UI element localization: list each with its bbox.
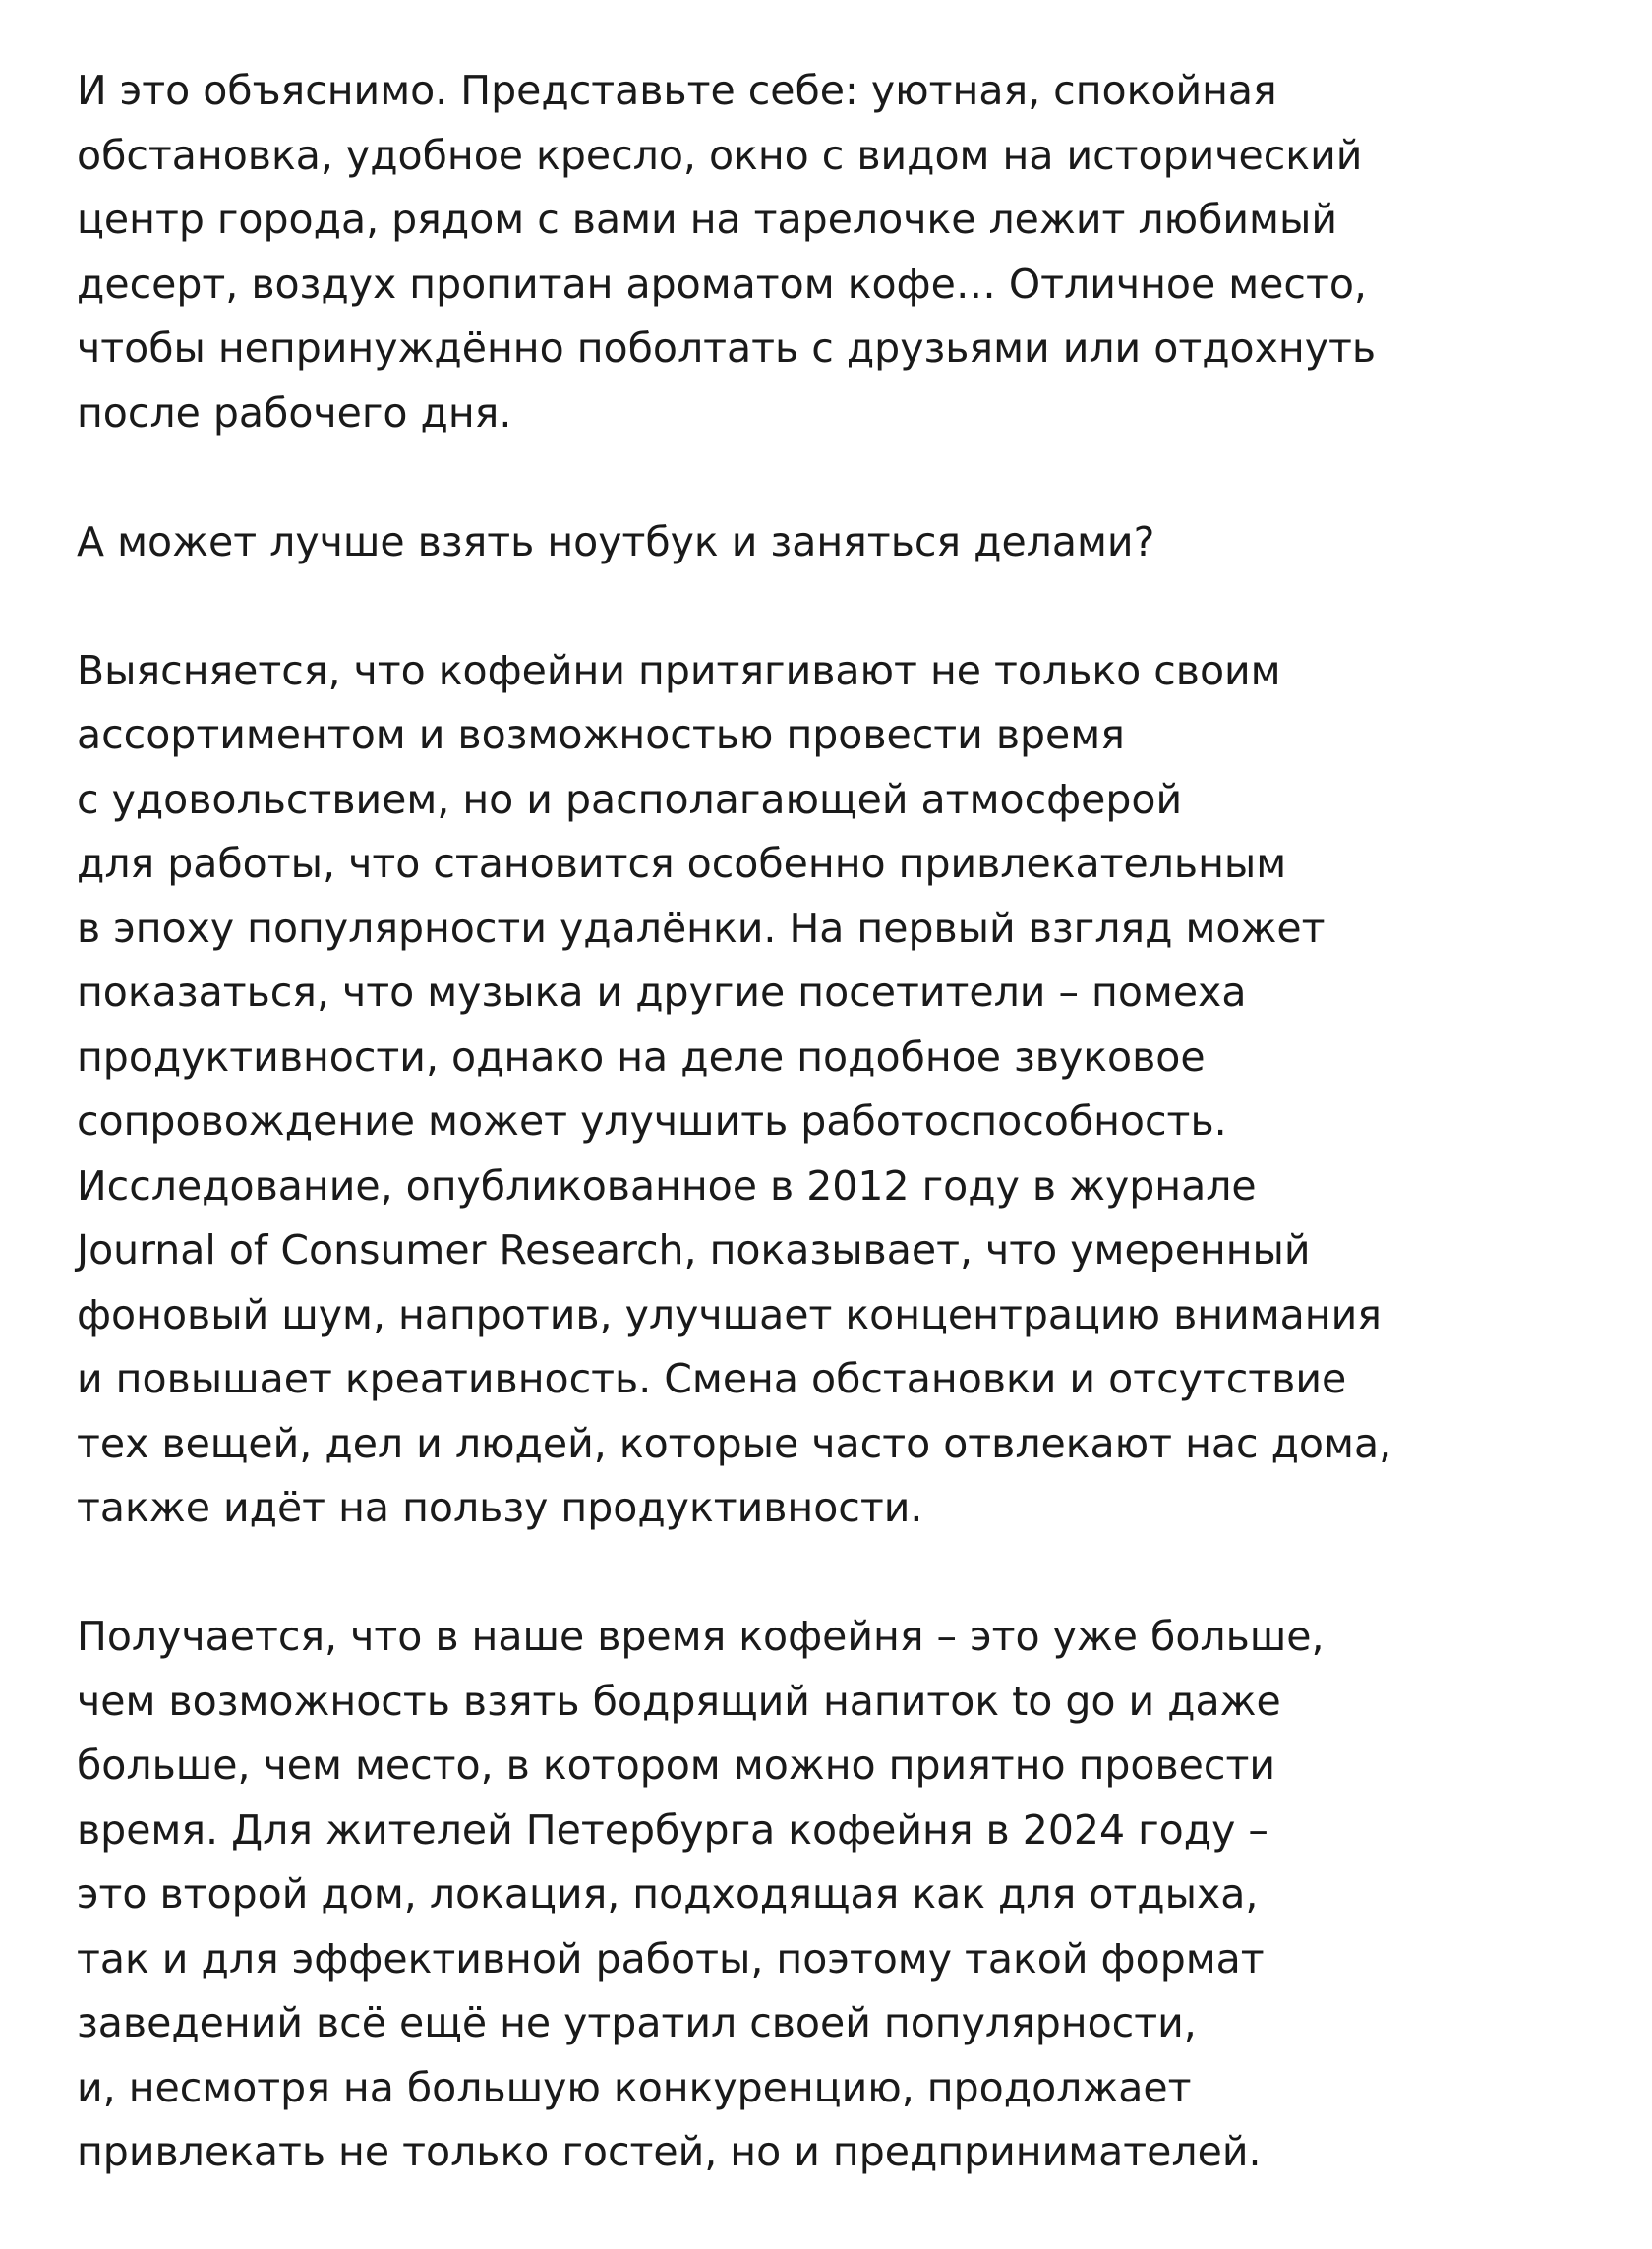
- text-line: И это объяснимо. Представьте себе: уютная, спокойная: [77, 67, 1277, 114]
- text-line: А может лучше взять ноутбук и заняться делами?: [77, 517, 1155, 565]
- text-line: время. Для жителей Петербурга кофейня в 2024 году –: [77, 1805, 1268, 1854]
- paragraph-3: [77, 639, 1611, 1541]
- text-line: показаться, что музыка и другие посетители – помеха: [77, 969, 1247, 1016]
- paragraph-1: [77, 59, 1611, 445]
- text-line: Выясняется, что кофейни притягивают не только своим: [77, 646, 1281, 694]
- paragraph-2: [77, 510, 1611, 575]
- text-line: и повышает креативность. Смена обстановки и отсутствие: [77, 1355, 1347, 1402]
- text-line: десерт, воздух пропитан ароматом кофе… Отличное место,: [77, 260, 1367, 308]
- text-line: обстановка, удобное кресло, окно с видом на исторический: [77, 131, 1363, 179]
- text-line: после рабочего дня.: [77, 388, 512, 437]
- text-line: чем возможность взять бодрящий напиток to go и даже: [77, 1677, 1281, 1725]
- text-line: заведений всё ещё не утратил своей популярности,: [77, 1999, 1197, 2046]
- text-line: ассортиментом и возможностью провести время: [77, 711, 1125, 758]
- text-line: Получается, что в наше время кофейня – это уже больше,: [77, 1613, 1325, 1660]
- text-line: в эпоху популярности удалёнки. На первый взгляд может: [77, 904, 1326, 952]
- text-line: тех вещей, дел и людей, которые часто отвлекают нас дома,: [77, 1419, 1392, 1467]
- text-line: также идёт на пользу продуктивности.: [77, 1484, 923, 1531]
- text-line: для работы, что становится особенно привлекательным: [77, 840, 1287, 887]
- text-line: это второй дом, локация, подходящая как для отдыха,: [77, 1870, 1259, 1918]
- text-line: с удовольствием, но и располагающей атмосферой: [77, 775, 1183, 823]
- text-line: центр города, рядом с вами на тарелочке лежит любимый: [77, 196, 1337, 243]
- text-line: Journal of Consumer Research, показывает, что умеренный: [77, 1226, 1311, 1273]
- text-line: так и для эффективной работы, поэтому такой формат: [77, 1934, 1265, 1983]
- article-body: [77, 59, 1611, 2249]
- text-line: привлекать не только гостей, но и предпринимателей.: [77, 2128, 1262, 2175]
- text-line: сопровождение может улучшить работоспособность.: [77, 1097, 1227, 1145]
- text-line: Исследование, опубликованное в 2012 году в журнале: [77, 1161, 1257, 1210]
- text-line: продуктивности, однако на деле подобное звуковое: [77, 1033, 1206, 1081]
- text-line: чтобы непринуждённо поболтать с друзьями или отдохнуть: [77, 325, 1377, 372]
- text-line: больше, чем место, в котором можно приятно провести: [77, 1742, 1275, 1789]
- text-line: фоновый шум, напротив, улучшает концентрацию внимания: [77, 1290, 1382, 1338]
- text-line: и, несмотря на большую конкуренцию, продолжает: [77, 2063, 1192, 2111]
- paragraph-4: [77, 1605, 1611, 2185]
